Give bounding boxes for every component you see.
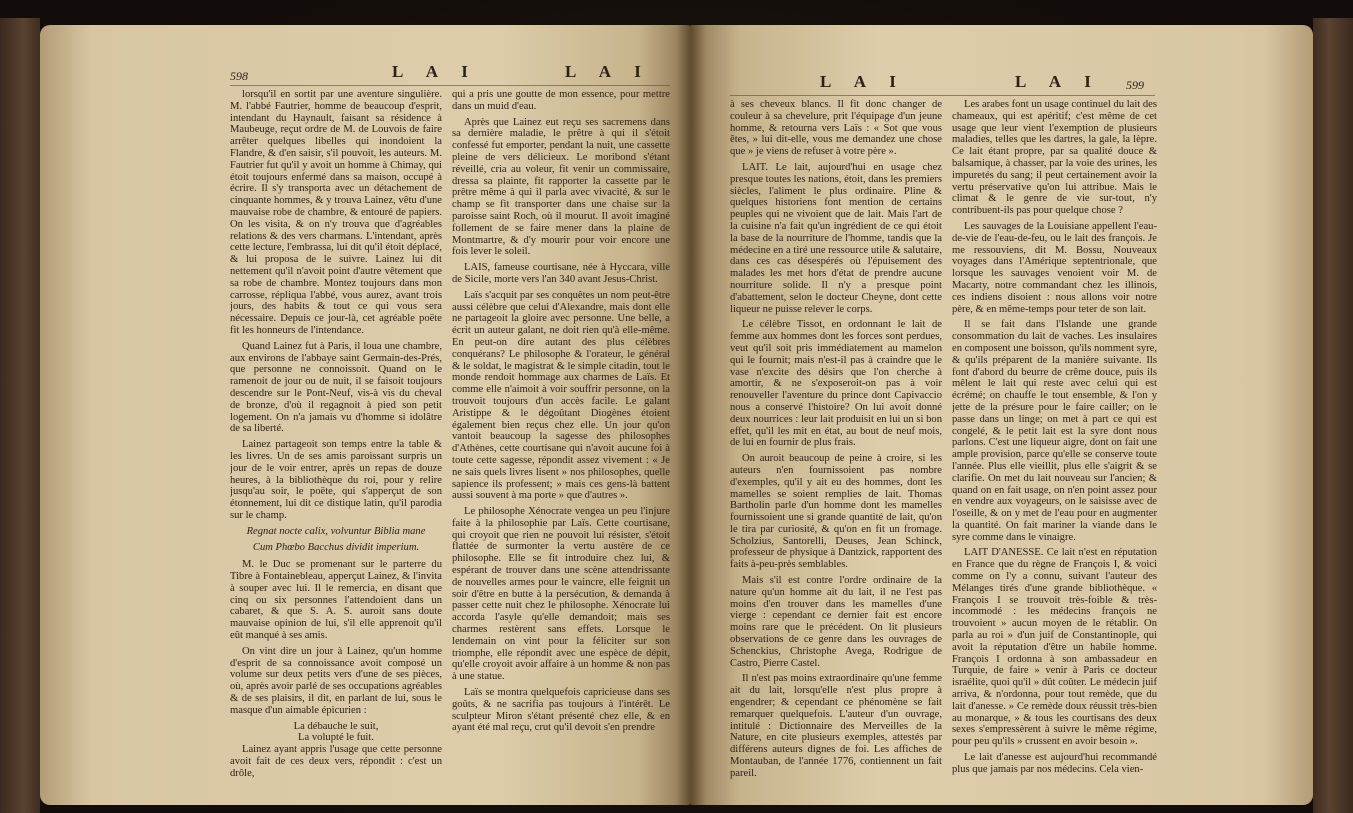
paragraph: Il n'est pas moins extraordinaire qu'une femme ait du lait, lorsqu'elle n'est plus propre à engendrer; & cependant ce phénomène se fait remarquer quelquefois. L'auteur d'un ouvrage, intitulé : Dictionnaire des Merveilles de la Nature, en cite plusieurs exemples, attestés par différens auteurs dignes de foi. Les affiches de Montauban, de l'année 1776, contiennent un fait pareil. (730, 673, 942, 779)
paragraph: lorsqu'il en sortit par une aventure singulière. M. l'abbé Fautrier, homme de beaucoup d'esprit, intendant du Haynault, faisant sa résidence à Maubeuge, reçut ordre de M. de Louvois de faire arrêter quelques libelles qui inondoient la Flandre, & d'en saisir, s'il pouvoit, les auteurs. M. Fautrier fut qu'il y avoit un homme à Chimay, qui étoit toujours enfermé dans sa maison, occupé à écrire. Il s'y transporta avec un détachement de cinquante hommes, & y trouva Lainez, vêtu d'une mauvaise robe de chambre, & entouré de papiers. On les visita, & on n'y trouva que d'agréables relations & des vers charmans. L'intendant, après cette lecture, l'embrassa, lui dit qu'il étoit déplacé, & lui proposa de le suivre. Lainez lui dit nettement qu'il n'avoit point d'autre vêtement que sa robe de chambre. Montez toujours dans mon carrosse, répliqua l'abbé, vous aurez, avant trois jours, des habits & tout ce qui vous sera nécessaire. Depuis ce jour-là, cet agréable poëte fit les honneurs de l'intendance. (230, 89, 442, 336)
left-head-rule (230, 85, 670, 86)
left-column-1 (230, 89, 442, 801)
paragraph: Les sauvages de la Louisiane appellent l'eau-de-vie de l'eau-de-feu, ou le lait des françois. Je me ressouviens, dit M. Bossu, Nouveaux voyages dans l'Amérique septentrionale, que lorsque les sauvages venoient voir M. de Macarty, notre commandant chez les illinois, ces indiens disoient : nous allons voir notre père, & en même-temps pour teter de son lait. (952, 220, 1157, 315)
right-page-number: 599 (1126, 78, 1144, 92)
book-cover-left (0, 18, 40, 813)
right-head-rule (730, 95, 1155, 96)
paragraph: Laïs se montra quelquefois capricieuse dans ses goûts, & ne sacrifia pas toujours à l'intérêt. Le sculpteur Miron s'étant présenté chez elle, & en ayant été mal reçu, crut qu'il devoit s'en prendre (452, 687, 670, 734)
paragraph: Il se fait dans l'Islande une grande consommation du lait de vaches. Les insulaires en composent une boisson, qu'ils nomment syre, & qu'ils préparent de la manière suivante. Ils font d'abord du beurre de crême douce, puis ils mêlent le lait qui reste avec celui qui est écrémé; on chauffe le tout ensemble, & l'on y jette de la présure pour le faire cailler; on le passe dans un linge; on met à part ce qui est congelé, & le petit lait est la syre dont nous parlons. C'est une liqueur aigre, dont on fait une ample provision, parce qu'elle se conserve toute l'année. Plus elle vieillit, plus elle s'aigrit & se clarifie. On met du lait nouveau sur l'ancien; & quand on en fait usage, on n'en point assez pour en vendre aux voyageurs, on le saisisse avec de l'oseille, & on y met de l'eau pour en augmenter la quantité. On fait mariner la viande dans le syre comme dans le vinaigre. (952, 319, 1157, 543)
paragraph: Le philosophe Xénocrate vengea un peu l'injure faite à la philosophie par Laïs. Cette courtisane, qui croyoit que rien ne pouvoit lui résister, s'étoit flattée de surmonter la vertu austère de ce philosophe. Elle se fit introduire chez lui, & espérant de trouver dans une scène attendrissante de nouvelles armes pour le vaincre, elle feignit un soir d'être en butte à la persécution, & demanda à passer cette nuit chez le philosophe. Xénocrate lui accorda l'asyle qu'elle demandoit; mais ses charmes restèrent sans effets. Lorsque le lendemain on vint pour la féliciter sur son triomphe, elle répondit avec une espèce de dépit, qu'elle croyoit avoir affaire à un homme & non pas à une statue. (452, 506, 670, 683)
paragraph: LAIT D'ANESSE. Ce lait n'est en réputation en France que du règne de François I, & voici comme on l'y a connu, suivant l'auteur des Mélanges tirés d'une grande bibliothèque. « François I se trouvoit très-foible & très-incommodé : les médecins françois ne trouvoient » aucun moyen de le rétablir. On parla au roi » d'un juif de Constantinople, qui avoit la réputation d'être un habile homme. François I ordonna à son ambassadeur en Turquie, de faire » venir à Paris ce docteur israélite, quoi qu'il » dût coûter. Le médecin juif arriva, & n'ordonna, pour tout remède, que du lait d'anesse. » Ce remède doux réussit très-bien au monarque, » & tous les courtisans des deux sexes s'empressèrent à suivre le même régime, pour peu qu'ils » crussent en avoir besoin ». (952, 547, 1157, 748)
right-column-2 (952, 99, 1157, 799)
paragraph: On vint dire un jour à Lainez, qu'un homme d'esprit de sa connoissance avoit composé un volume sur deux petits vers d'une de ses pièces, où, après avoir parlé de ses occupations agréables & de ses plaisirs, il dit, en parlant de lui, sous le masque d'un aimable épicurien : (230, 645, 442, 716)
book-gutter (676, 25, 706, 805)
book-cover-right (1313, 18, 1353, 813)
verse-line: La débauche le suit, (293, 720, 379, 732)
paragraph: LAIS, fameuse courtisane, née à Hyccara, ville de Sicile, morte vers l'an 340 avant Jesus-Christ. (452, 262, 670, 285)
paragraph: M. le Duc se promenant sur le parterre du Tibre à Fontainebleau, apperçut Lainez, & l'invita à souper avec lui. Il le remercia, en disant que cinq ou six personnes l'attendoient dans un cabaret, & que S. A. S. auroit sans doute mauvaise opinion de lui, s'il elle apprenoit qu'il eût manqué à ses amis. (230, 559, 442, 642)
right-page (690, 25, 1313, 805)
paragraph: Quand Lainez fut à Paris, il loua une chambre, aux environs de l'abbaye saint Germain-des-Prés, que personne ne connoissoit. Quand on le ramenoit de jour ou de nuit, il se faisoit toujours descendre sur le Pont-Neuf, vis-à vis du cheval de bronze, d'où il regagnoit à pied son petit logement. On n'a jamais vu d'homme si idolâtre de sa liberté. (230, 340, 442, 435)
paragraph: à ses cheveux blancs. Il fit donc changer de couleur à sa chevelure, prit l'équipage d'un jeune homme, & retourna vers Laïs : « Sot que vous êtes, » lui dit-elle, vous me demandez une chose que » je viens de refuser à votre père ». (730, 99, 942, 158)
right-running-head-1: L A I (820, 72, 906, 91)
paragraph: Après que Lainez eut reçu ses sacremens dans sa dernière maladie, le prêtre à qui il s'étoit confessé fut emporter, pendant la nuit, une cassette pleine de vers délicieux. Le moribond s'étant réveillé, cria au voleur, fit venir un commissaire, dressa sa plainte, fit rapporter la cassette par le prêtre même à qui il parla avec vivacité, & sur le champ se fit transporter dans une chaise sur la paroisse saint Roch, où il mourut. Il avoit imaginé follement de se faire mener dans la plaine de Montmartre, & d'y mourir pour voir encore une fois lever le soleil. (452, 116, 670, 258)
left-page (40, 25, 690, 805)
paragraph: On auroit beaucoup de peine à croire, si les auteurs n'en fournissoient pas nombre d'exemples, qu'il y ait eu des hommes, dont les mamelles se soient remplies de lait. Thomas Bartholin parle d'un homme dont les mamelles fournissoient une si grande quantité de lait, qu'on le tira par curiosité, & qu'on en fit un fromage. Scholzius, Santorelli, Deuses, Jean Schinck, professeur de physique à Dantzick, rapportent des faits à-peu-près semblables. (730, 453, 942, 571)
paragraph: LAIT. Le lait, aujourd'hui en usage chez presque toutes les nations, étoit, dans les premiers siècles, l'aliment le plus ordinaire. Pline & quelques historiens font mention de certains peuples qui ne vivoient que de lait. Mais l'art de la cuisine n'a fait qu'un ingrédient de ce qui étoit la base de la nourriture de l'homme, tandis que la médecine en a tiré une ressource utile & salutaire, dans ces cas désespérés où l'épuisement des malades les met hors d'état de prendre aucune nourriture solide. Il n'y a presque point d'abattement, selon le docteur Cheyne, dont cette liqueur ne puisse relever le corps. (730, 161, 942, 315)
right-column-1 (730, 99, 942, 799)
verse-line: La volupté le fuit. (298, 732, 374, 744)
paragraph: Lainez ayant appris l'usage que cette personne avoit fait de ces deux vers, répondit : c'est un drôle, (230, 744, 442, 779)
paragraph: Le lait d'anesse est aujourd'hui recommandé plus que jamais par nos médecins. Cela vien- (952, 752, 1157, 775)
latin-distich-line: Cum Phœbo Bacchus dividit imperium. (252, 542, 420, 554)
paragraph: Lainez partageoit son temps entre la table & les livres. Un de ses amis paroissant surpris un jour de le voir entrer, après un repas de douze heures, à la bibliothèque du roi, pour y relire jusqu'au soir, le poëte, qui s'apperçut de son étonnement, lui dit ce distique latin, qu'il parodia sur le champ. (230, 439, 442, 521)
paragraph: Les arabes font un usage continuel du lait des chameaux, qui est apéritif; c'est même de cet usage que leur vient l'exemption de plusieurs maladies, telles que les dartres, la gale, la lèpre. Ce lait étant propre, par sa qualité douce & balsamique, à chasser, par la voie des urines, les impuretés du sang; il peut certainement avoir la vertu préservative qu'on lui attribue. Mais le climat & le genre de vie sur-tout, n'y contribuent-ils pas pour quelque chose ? (952, 99, 1157, 217)
right-running-head-2: L A I (1015, 72, 1101, 91)
paragraph: Le célèbre Tissot, en ordonnant le lait de femme aux hommes dont les forces sont perdues, veut qu'il soit pris immédiatement au mamelon qui le fournit; mais n'est-il pas à craindre que le vase n'excite des désirs que l'on cherche à amortir, & ne s'exposeroit-on pas à voir renouveller l'aventure du prince dont Capivaccio nous a conservé l'histoire? On lui avoit donné deux nourrices : leur lait produisit en lui un si bon effet, qu'il les mit en état, au bout de neuf mois, de lui en fournir de plus frais. (730, 319, 942, 449)
paragraph: Laïs s'acquit par ses conquêtes un nom peut-être aussi célèbre que celui d'Alexandre, mais dont elle ne partageoit la gloire avec personne. Une belle, a écrit un auteur galant, ne doit rien qu'à elle-même. En peut-on dire autant des plus célèbres conquérans? Le philosophe & l'orateur, le général & le soldat, le magistrat & le simple citadin, tout le monde rendoit hommage aux charmes de Laïs. Et comme elle n'aimoit à voir souffrir personne, on la trouvoit toujours d'un accès facile. Le galant Aristippe & le dégoûtant Diogènes étoient également bien reçus chez elle. Un jour qu'on vantoit beaucoup la sagesse des philosophes d'Athènes, cette courtisane qui n'avoit aucune foi à toute cette sagesse, répondit assez vivement : « Je ne sais quels livres lisent » nos philosophes, quelle sapience ils professent; » mais ces gens-là battent aussi souvent à ma porte » que d'autres ». (452, 289, 670, 502)
paragraph: qui a pris une goutte de mon essence, pour mettre dans un muid d'eau. (452, 89, 670, 112)
left-running-head-2: L A I (565, 62, 651, 81)
latin-distich-line: Regnat nocte calix, volvuntur Biblia mane (246, 525, 426, 537)
left-running-head-1: L A I (392, 62, 478, 81)
paragraph: Mais s'il est contre l'ordre ordinaire de la nature qu'un homme ait du lait, il ne l'est pas moins d'en trouver dans les mamelles d'une vierge : cependant ce dernier fait est encore moins rare que le précédent. On lit plusieurs observations de ce genre dans les ouvrages de Schenckius, Christophe Avega, Rodrigue de Castro, Pierre Castel. (730, 575, 942, 669)
left-column-2 (452, 89, 670, 801)
left-page-number: 598 (230, 69, 248, 83)
